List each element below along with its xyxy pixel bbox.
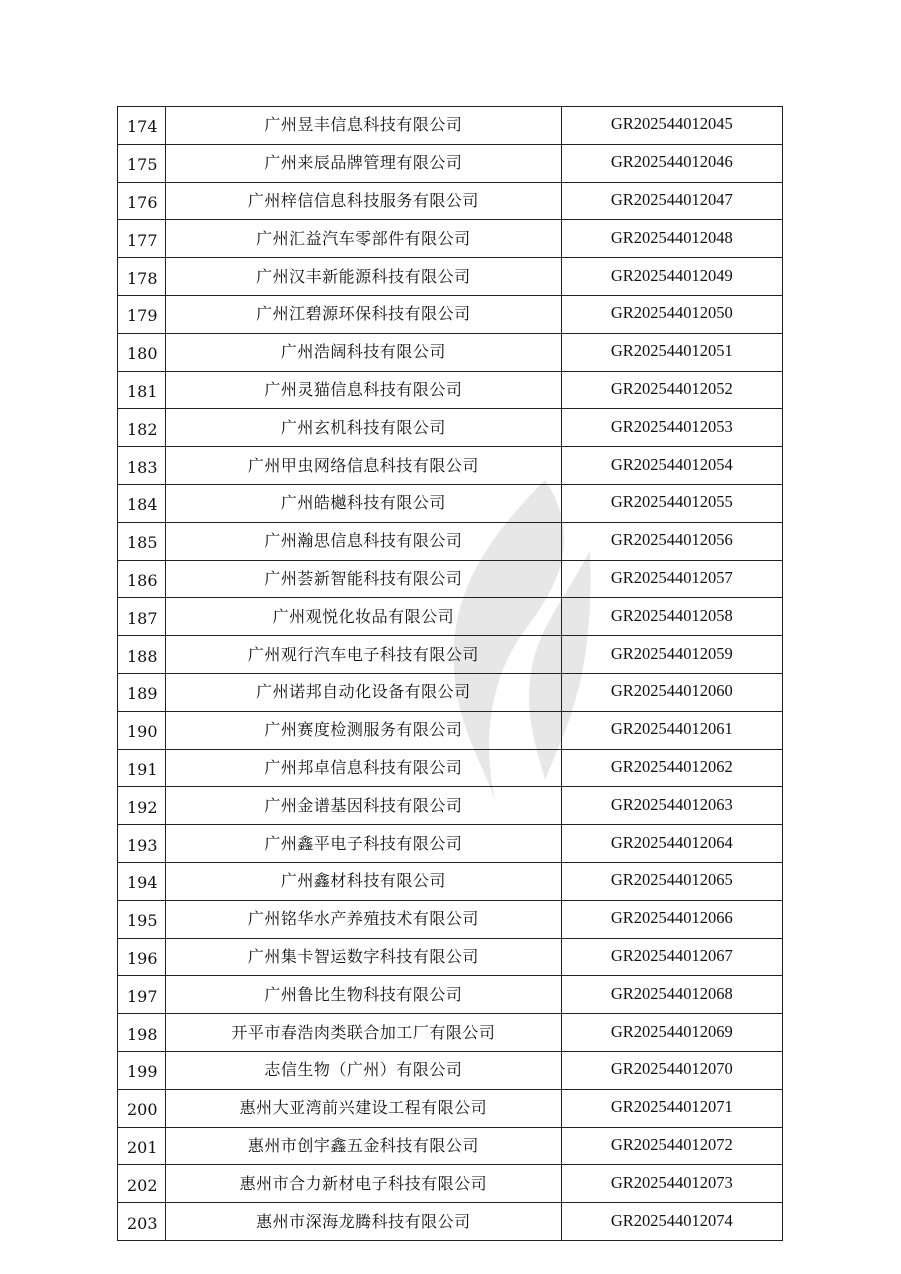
company-name-cell: 广州梓信信息科技服务有限公司: [166, 182, 562, 220]
company-name-cell: 惠州市深海龙腾科技有限公司: [166, 1203, 562, 1241]
certificate-code-cell: GR202544012067: [561, 938, 782, 976]
table-row: [118, 862, 783, 900]
table-row: [118, 144, 783, 182]
certificate-code-cell: GR202544012054: [561, 447, 782, 485]
table-row: [118, 371, 783, 409]
company-name-cell: 广州来辰品牌管理有限公司: [166, 144, 562, 182]
table-row: [118, 1203, 783, 1241]
row-number-cell: 192: [118, 787, 166, 825]
row-number-cell: 174: [118, 107, 166, 145]
company-name-cell: 广州汇益汽车零部件有限公司: [166, 220, 562, 258]
table-row: [118, 1014, 783, 1052]
row-number-cell: 191: [118, 749, 166, 787]
row-number-cell: 179: [118, 295, 166, 333]
row-number-cell: 194: [118, 862, 166, 900]
certificate-code-cell: GR202544012074: [561, 1203, 782, 1241]
certificate-code-cell: GR202544012055: [561, 484, 782, 522]
certificate-code-cell: GR202544012068: [561, 976, 782, 1014]
company-name-cell: 广州金谱基因科技有限公司: [166, 787, 562, 825]
certificate-code-cell: GR202544012069: [561, 1014, 782, 1052]
row-number-cell: 190: [118, 711, 166, 749]
company-name-cell: 惠州市创宇鑫五金科技有限公司: [166, 1127, 562, 1165]
certificate-code-cell: GR202544012057: [561, 560, 782, 598]
company-name-cell: 惠州市合力新材电子科技有限公司: [166, 1165, 562, 1203]
row-number-cell: 193: [118, 825, 166, 863]
certificate-code-cell: GR202544012053: [561, 409, 782, 447]
table-row: [118, 295, 783, 333]
table-row: [118, 1051, 783, 1089]
company-name-cell: 广州浩阔科技有限公司: [166, 333, 562, 371]
company-name-cell: 广州瀚思信息科技有限公司: [166, 522, 562, 560]
row-number-cell: 180: [118, 333, 166, 371]
company-name-cell: 开平市春浩肉类联合加工厂有限公司: [166, 1014, 562, 1052]
certificate-code-cell: GR202544012060: [561, 673, 782, 711]
company-name-cell: 广州集卡智运数字科技有限公司: [166, 938, 562, 976]
company-name-cell: 惠州大亚湾前兴建设工程有限公司: [166, 1089, 562, 1127]
table-row: [118, 258, 783, 296]
company-name-cell: 广州鑫平电子科技有限公司: [166, 825, 562, 863]
company-name-cell: 广州鑫材科技有限公司: [166, 862, 562, 900]
company-name-cell: 广州邦卓信息科技有限公司: [166, 749, 562, 787]
certificate-code-cell: GR202544012045: [561, 107, 782, 145]
certificate-code-cell: GR202544012064: [561, 825, 782, 863]
row-number-cell: 184: [118, 484, 166, 522]
table-row: [118, 1165, 783, 1203]
row-number-cell: 199: [118, 1051, 166, 1089]
table-row: [118, 182, 783, 220]
row-number-cell: 185: [118, 522, 166, 560]
certificate-code-cell: GR202544012071: [561, 1089, 782, 1127]
row-number-cell: 187: [118, 598, 166, 636]
table-row: [118, 976, 783, 1014]
company-name-cell: 广州观悦化妆品有限公司: [166, 598, 562, 636]
row-number-cell: 198: [118, 1014, 166, 1052]
certificate-code-cell: GR202544012070: [561, 1051, 782, 1089]
certificate-code-cell: GR202544012052: [561, 371, 782, 409]
row-number-cell: 175: [118, 144, 166, 182]
row-number-cell: 197: [118, 976, 166, 1014]
row-number-cell: 203: [118, 1203, 166, 1241]
table-row: [118, 409, 783, 447]
row-number-cell: 195: [118, 900, 166, 938]
row-number-cell: 177: [118, 220, 166, 258]
table-row: [118, 636, 783, 674]
table-row: [118, 938, 783, 976]
company-name-cell: 广州玄机科技有限公司: [166, 409, 562, 447]
company-name-cell: 广州铭华水产养殖技术有限公司: [166, 900, 562, 938]
company-name-cell: 广州观行汽车电子科技有限公司: [166, 636, 562, 674]
company-name-cell: 广州赛度检测服务有限公司: [166, 711, 562, 749]
certificate-code-cell: GR202544012062: [561, 749, 782, 787]
table-row: [118, 107, 783, 145]
company-name-cell: 广州荟新智能科技有限公司: [166, 560, 562, 598]
certificate-code-cell: GR202544012051: [561, 333, 782, 371]
company-name-cell: 广州甲虫网络信息科技有限公司: [166, 447, 562, 485]
certificate-code-cell: GR202544012050: [561, 295, 782, 333]
table-row: [118, 1089, 783, 1127]
certificate-code-cell: GR202544012073: [561, 1165, 782, 1203]
table-row: [118, 1127, 783, 1165]
certificate-code-cell: GR202544012059: [561, 636, 782, 674]
table-row: [118, 787, 783, 825]
table-row: [118, 333, 783, 371]
row-number-cell: 189: [118, 673, 166, 711]
row-number-cell: 183: [118, 447, 166, 485]
company-name-cell: 广州皓樾科技有限公司: [166, 484, 562, 522]
table-row: [118, 825, 783, 863]
certificate-code-cell: GR202544012072: [561, 1127, 782, 1165]
row-number-cell: 182: [118, 409, 166, 447]
company-name-cell: 广州诺邦自动化设备有限公司: [166, 673, 562, 711]
certificate-code-cell: GR202544012058: [561, 598, 782, 636]
company-name-cell: 志信生物（广州）有限公司: [166, 1051, 562, 1089]
row-number-cell: 176: [118, 182, 166, 220]
company-name-cell: 广州鲁比生物科技有限公司: [166, 976, 562, 1014]
table-row: [118, 673, 783, 711]
table-row: [118, 560, 783, 598]
certificate-code-cell: GR202544012047: [561, 182, 782, 220]
row-number-cell: 188: [118, 636, 166, 674]
certificate-code-cell: GR202544012061: [561, 711, 782, 749]
table-row: [118, 447, 783, 485]
row-number-cell: 200: [118, 1089, 166, 1127]
table-row: [118, 711, 783, 749]
certificate-code-cell: GR202544012046: [561, 144, 782, 182]
company-name-cell: 广州灵猫信息科技有限公司: [166, 371, 562, 409]
table-row: [118, 749, 783, 787]
table-row: [118, 598, 783, 636]
certificate-code-cell: GR202544012056: [561, 522, 782, 560]
certificate-code-cell: GR202544012065: [561, 862, 782, 900]
enterprise-list-table: [117, 106, 783, 1241]
certificate-code-cell: GR202544012063: [561, 787, 782, 825]
company-name-cell: 广州江碧源环保科技有限公司: [166, 295, 562, 333]
table-row: [118, 900, 783, 938]
company-name-cell: 广州昱丰信息科技有限公司: [166, 107, 562, 145]
company-name-cell: 广州汉丰新能源科技有限公司: [166, 258, 562, 296]
row-number-cell: 181: [118, 371, 166, 409]
table-row: [118, 522, 783, 560]
table-row: [118, 220, 783, 258]
certificate-code-cell: GR202544012066: [561, 900, 782, 938]
certificate-code-cell: GR202544012049: [561, 258, 782, 296]
row-number-cell: 186: [118, 560, 166, 598]
row-number-cell: 178: [118, 258, 166, 296]
row-number-cell: 196: [118, 938, 166, 976]
certificate-code-cell: GR202544012048: [561, 220, 782, 258]
table-body: [118, 107, 783, 1241]
row-number-cell: 202: [118, 1165, 166, 1203]
row-number-cell: 201: [118, 1127, 166, 1165]
table-row: [118, 484, 783, 522]
